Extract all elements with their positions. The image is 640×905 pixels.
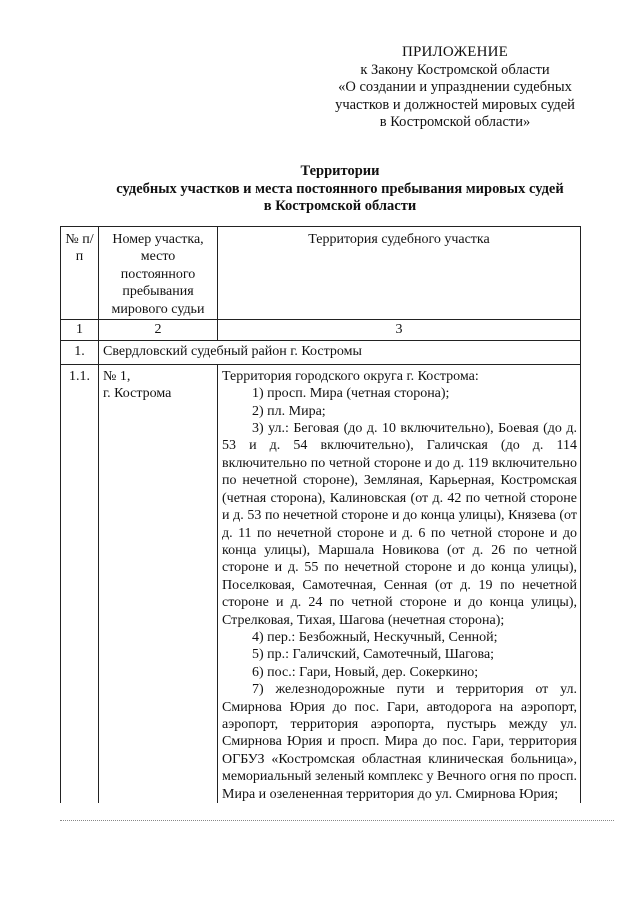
column-number: 3	[218, 320, 581, 341]
territory-table	[60, 226, 581, 803]
territory-item: 6) пос.: Гари, Новый, дер. Сокеркино;	[252, 664, 479, 680]
column-number: 2	[99, 320, 218, 341]
document-title-line: в Костромской области	[263, 198, 417, 214]
territory-item: 2) пл. Мира;	[252, 403, 326, 419]
document-title-line: Территории	[300, 163, 380, 179]
territory-item: 1) просп. Мира (четная сторона);	[252, 386, 450, 402]
territory-cell	[218, 364, 581, 803]
appendix-header	[330, 44, 580, 132]
appendix-line: в Костромской области»	[379, 114, 531, 130]
territory-item: 5) пр.: Галичский, Самотечный, Шагова;	[252, 647, 495, 663]
document-title-line: судебных участков и места постоянного пребывания мировых судей	[116, 180, 564, 197]
page-cutoff-line	[60, 820, 614, 822]
district-row	[61, 341, 581, 364]
district-name: Свердловский судебный район г. Костромы	[99, 341, 581, 364]
document-title	[60, 163, 620, 216]
header-number: № п/п	[61, 227, 99, 320]
plot-city: г. Кострома	[103, 386, 172, 402]
header-plot: Номер участка, место постоянного пребывания мирового судьи	[99, 227, 218, 320]
table-header-row	[61, 227, 581, 320]
header-territory: Территория судебного участка	[218, 227, 581, 320]
appendix-line: к Закону Костромской области	[360, 61, 550, 78]
plot-number-label: № 1,	[103, 368, 131, 384]
column-number-row	[61, 320, 581, 341]
column-number: 1	[61, 320, 99, 341]
plot-location	[99, 364, 218, 803]
territory-item: 3) ул.: Беговая (до д. 10 включительно), Боевая (до д. 53 и д. 54 включительно), Галичская (до д. 114 включительно по четной стороне и до д. 119 включительно по нечетной стороне), Земляная, Карьерная, Костромская (четная сторона), Калиновская (от д. 42 по четной стороне и д. 53 по нечетной стороне и до конца улицы), Князева (от д. 11 по нечетной стороне и д. 6 по четной стороне и до конца улицы), Маршала Новикова (от д. 26 по четной стороне и д. 55 по нечетной стороне и до конца улицы), Поселковая, Самотечная, Сенная (от д. 19 по нечетной стороне и д. 24 по четной стороне и до конца улицы), Стрелковая, Тихая, Шагова (нечетная сторона);	[222, 421, 577, 628]
territory-intro: Территория городского округа г. Кострома:	[222, 368, 479, 384]
district-number: 1.	[61, 341, 99, 364]
appendix-title: ПРИЛОЖЕНИЕ	[401, 44, 509, 60]
territory-item: 4) пер.: Безбожный, Нескучный, Сенной;	[252, 629, 498, 645]
table-row	[61, 364, 581, 803]
territory-item: 7) железнодорожные пути и территория от ул. Смирнова Юрия до пос. Гари, автодорога на аэропорт, аэропорт, территория аэропорта, пустырь между ул. Смирнова Юрия и просп. Мира до пос. Гари, территория ОГБУЗ «Костромская областная клиническая больница», мемориальный зеленый комплекс у Вечного огня по просп. Мира и озелененная территория до ул. Смирнова Юрия;	[222, 682, 577, 802]
appendix-line: участков и должностей мировых судей	[335, 96, 575, 113]
plot-number: 1.1.	[61, 364, 99, 803]
appendix-line: «О создании и упразднении судебных	[338, 79, 572, 95]
